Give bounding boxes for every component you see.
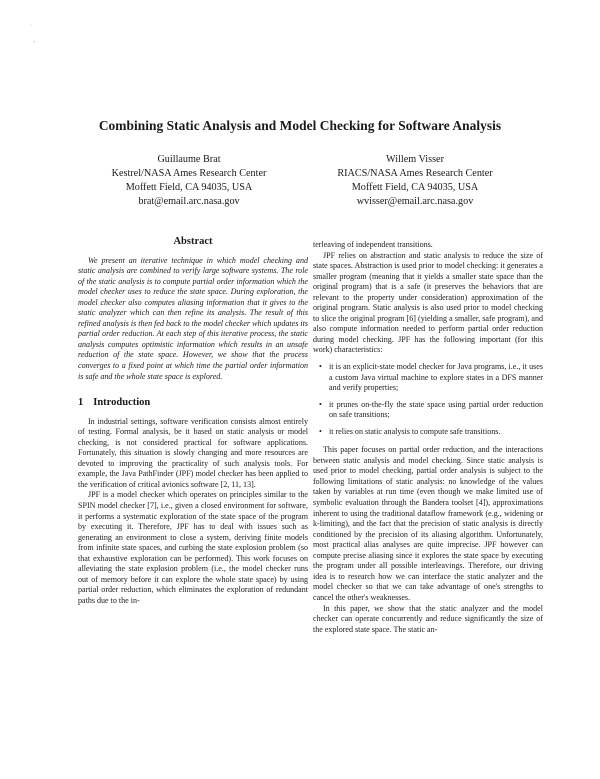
- intro-paragraph-1: In industrial settings, software verification consists almost entirely of testing. Formal analysis, be it based on static analysis or model checking, is not considered practical for software applications. Fortunately, this situation is slowly changing and more resources are devoted to improving the practicality of such analysis tools. For example, the Java PathFinder (JPF) model checker has been applied to the verification of critical avionics software [2, 11, 13].: [78, 416, 308, 489]
- section-number: 1: [78, 397, 84, 409]
- characteristics-list: [313, 362, 543, 437]
- author-affiliation: Kestrel/NASA Ames Research Center: [111, 168, 267, 179]
- author-name: Willem Visser: [386, 154, 444, 165]
- list-item: • it is an explicit-state model checker for Java programs, i.e., it uses a custom Java virtual machine to explore states in a DFS manner and verify properties;: [329, 362, 543, 394]
- section-title: Introduction: [93, 397, 151, 409]
- body-paragraph: This paper focuses on partial order reduction, and the interactions between static analysis and model checking. Since static analysis is used prior to model checking, partial order analysis is subject to the following limitations of static analysis: no knowledge of the values taken by variables at run time (even though we make limited use of symbolic evaluation through the Bandera toolset [4]), approximations inherent to using the traditional dataflow framework (e.g., widening or k-limiting), and the fact that the precision of static analysis is directly conditioned by the precision of its aliasing algorithm. Unfortunately, most practical alias analyses are quite imprecise. JPF however can compute precise aliasing since it explores the state space by executing the program under all possible interleavings. Therefore, our driving idea is to research how we can interface the static analyzer and the model checker so that we can take advantage of one's strengths to cancel the other's weaknesses.: [313, 445, 543, 602]
- list-item: • it relies on static analysis to compute safe transitions.: [329, 427, 543, 438]
- author-block-1: [74, 153, 304, 209]
- section-heading-introduction: [78, 398, 308, 409]
- body-paragraph: In this paper, we show that the static analyzer and the model checker can operate concurrently and reduce significantly the size of the explored state space. The static an-: [313, 603, 543, 634]
- author-email: brat@email.arc.nasa.gov: [138, 196, 240, 207]
- author-address: Moffett Field, CA 94035, USA: [351, 182, 479, 193]
- scan-speck: ·: [30, 23, 32, 29]
- body-paragraph-continued: terleaving of independent transitions.: [313, 240, 433, 249]
- scan-specks: [30, 22, 35, 48]
- intro-paragraph-2: JPF is a model checker which operates on principles similar to the SPIN model checker [7], i.e., given a closed environment for software, it performs a systematic exploration of the state space of the program by executing it. Therefore, JPF has to deal with issues such as generating an environment to close a system, deriving finite models from infinite state spaces, and curbing the state explosion problem (so that exhaustive exploration can be performed). This work focuses on alleviating the state explosion problem (i.e., the model checker runs out of memory before it can explore the whole state space) by using partial order reduction, which eliminates the exploration of redundant paths due to the in-: [78, 490, 308, 605]
- abstract-text: We present an iterative technique in which model checking and static analysis are combined to verify large software systems. The role of the static analysis is to compute partial order information which the model checker uses to reduce the state space. During exploration, the model checker also computes aliasing information that it gives to the static analyzer which can then refine its analysis. The result of this refined analysis is then fed back to the model checker which updates its partial order reduction. At each step of this iterative process, the static analysis computes optimistic information which results in an unsafe reduction of the state space. However, we show that the process converges to a fixed point at which time the partial order information is safe and the whole state space is explored.: [78, 255, 308, 381]
- author-address: Moffett Field, CA 94035, USA: [125, 182, 253, 193]
- left-column: [78, 237, 308, 607]
- body-paragraph: JPF relies on abstraction and static analysis to reduce the size of state spaces. Abstraction is used prior to model checking: it generates a smaller program (meaning that it yields a smaller state space than the original program) that is a safe (it preserves the behaviors that are relevant to the property under consideration) approximation of the original program. Static analysis is also used prior to model checking to slice the original program [6] (yielding a smaller, safe program), and also compute information needed to perform partial order reduction during model checking. JPF has the following important (for this work) characteristics:: [313, 250, 543, 355]
- author-name: Guillaume Brat: [157, 154, 221, 165]
- right-column: [313, 240, 543, 635]
- abstract-heading: Abstract: [173, 236, 213, 247]
- list-item: • it prunes on-the-fly the state space using partial order reduction on safe transitions;: [329, 400, 543, 421]
- author-email: wvisser@email.arc.nasa.gov: [356, 196, 474, 207]
- paper-title: Combining Static Analysis and Model Checking for Software Analysis: [98, 118, 502, 133]
- author-block-2: [300, 153, 530, 209]
- scan-speck: ′: [34, 41, 36, 47]
- author-affiliation: RIACS/NASA Ames Research Center: [337, 168, 493, 179]
